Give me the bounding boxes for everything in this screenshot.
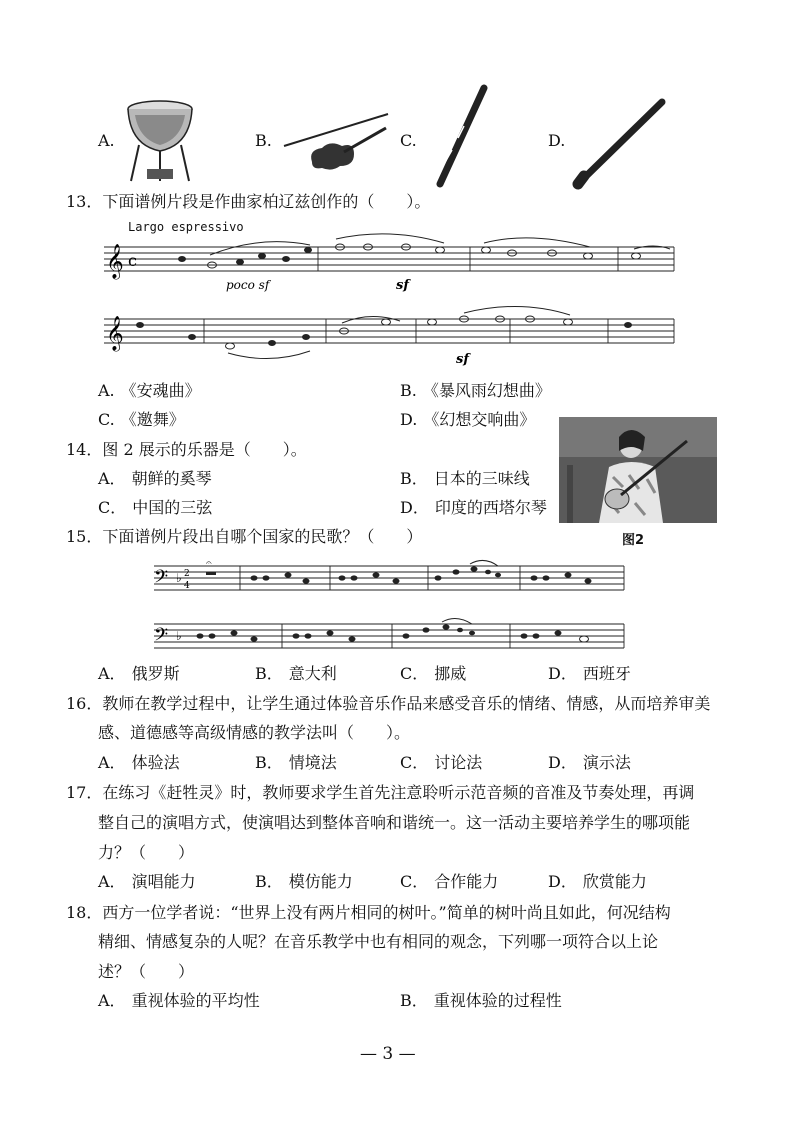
svg-text:2: 2 [184, 569, 190, 579]
bass-clef-icon: 𝄢 [154, 567, 169, 592]
q18-option-a[interactable]: A． 重视体验的平均性 [98, 991, 260, 1010]
figure-2-shamisen-photo [559, 417, 717, 523]
q13-stem: 13．下面谱例片段是作曲家柏辽兹创作的（ ）。 [66, 192, 431, 211]
q12-option-b-label: B. [255, 131, 272, 150]
q15-option-a[interactable]: A． 俄罗斯 [98, 664, 180, 683]
svg-text:𝄐: 𝄐 [206, 558, 212, 569]
q16-option-a[interactable]: A． 体验法 [98, 753, 180, 772]
q13-score-figure [100, 233, 680, 373]
q18-stem-line-2: 精细、情感复杂的人呢？在音乐教学中也有相同的观念，下列哪一项符合以上论 [98, 932, 659, 951]
q12-option-a-label: A. [98, 131, 115, 150]
q18-option-b[interactable]: B． 重视体验的过程性 [400, 991, 562, 1010]
q13-option-a[interactable]: A. 《安魂曲》 [98, 381, 201, 400]
q13-option-d[interactable]: D. 《幻想交响曲》 [400, 410, 536, 429]
q14-option-a[interactable]: A． 朝鲜的奚琴 [98, 469, 212, 488]
q17-option-c[interactable]: C． 合作能力 [400, 872, 499, 891]
q15-staff-2 [154, 624, 624, 648]
svg-text:c: c [128, 251, 137, 270]
q14-stem: 14．图 2 展示的乐器是（ ）。 [66, 440, 307, 459]
timpani-icon [125, 95, 195, 187]
svg-text:♭: ♭ [176, 629, 182, 643]
q15-score-figure [150, 558, 630, 658]
q12-option-d-label: D. [548, 131, 566, 150]
q13-notes-1 [178, 244, 641, 268]
q15-option-c[interactable]: C． 挪威 [400, 664, 467, 683]
q17-stem-line-1: 17．在练习《赶牲灵》时，教师要求学生首先注意聆听示范音频的音准及节奏处理，再调 [66, 783, 695, 802]
q17-stem-line-3: 力？（ ） [98, 843, 195, 862]
svg-text:𝄞: 𝄞 [106, 316, 124, 351]
q16-option-c[interactable]: C． 讨论法 [400, 753, 483, 772]
q16-option-b[interactable]: B． 情境法 [255, 753, 337, 772]
q18-stem-line-3: 述？（ ） [98, 962, 195, 981]
q15-option-d[interactable]: D． 西班牙 [548, 664, 631, 683]
q17-option-a[interactable]: A． 演唱能力 [98, 872, 196, 891]
q13-notes-2 [136, 316, 632, 349]
q16-option-d[interactable]: D． 演示法 [548, 753, 631, 772]
q14-option-d[interactable]: D． 印度的西塔尔琴 [400, 498, 547, 517]
q15-notes-1 [251, 566, 592, 583]
q15-option-b[interactable]: B． 意大利 [255, 664, 337, 683]
q13-staff-2 [104, 319, 674, 343]
q14-option-b[interactable]: B． 日本的三味线 [400, 469, 530, 488]
q13-dynamic-sf-1: sf [396, 278, 409, 293]
svg-text:♭: ♭ [176, 571, 182, 585]
q12-option-c-label: C. [400, 131, 417, 150]
svg-text:4: 4 [184, 581, 190, 591]
svg-text:𝄢: 𝄢 [154, 625, 169, 650]
treble-clef-icon: 𝄞 [106, 244, 124, 279]
page-number: — 3 — [360, 1044, 416, 1064]
q13-option-b[interactable]: B. 《暴风雨幻想曲》 [400, 381, 551, 400]
q14-option-c[interactable]: C． 中国的三弦 [98, 498, 213, 517]
q17-option-b[interactable]: B． 模仿能力 [255, 872, 353, 891]
clarinet-icon [570, 96, 670, 190]
q13-option-c[interactable]: C. 《邀舞》 [98, 410, 185, 429]
q17-option-d[interactable]: D． 欣赏能力 [548, 872, 647, 891]
q13-dynamic-sf-2: sf [456, 352, 469, 367]
q16-stem-line-2: 感、道德感等高级情感的教学法叫（ ）。 [98, 723, 411, 742]
violin-icon [282, 110, 392, 176]
q17-stem-line-2: 整自己的演唱方式，使演唱达到整体音响和谐统一。这一活动主要培养学生的哪项能 [98, 813, 691, 832]
q15-notes-2 [197, 624, 589, 642]
bassoon-icon [430, 84, 490, 188]
figure-2-caption: 图2 [622, 533, 645, 548]
q13-tempo-marking: Largo espressivo [128, 220, 244, 234]
q18-stem-line-1: 18．西方一位学者说：“世界上没有两片相同的树叶。”简单的树叶尚且如此，何况结构 [66, 903, 671, 922]
q15-staff-1 [154, 566, 624, 590]
q15-stem: 15．下面谱例片段出自哪个国家的民歌？（ ） [66, 527, 423, 546]
q16-stem-line-1: 16．教师在教学过程中，让学生通过体验音乐作品来感受音乐的情绪、情感，从而培养审美 [66, 694, 711, 713]
q13-dynamic-poco-sf: poco sf [226, 278, 270, 292]
